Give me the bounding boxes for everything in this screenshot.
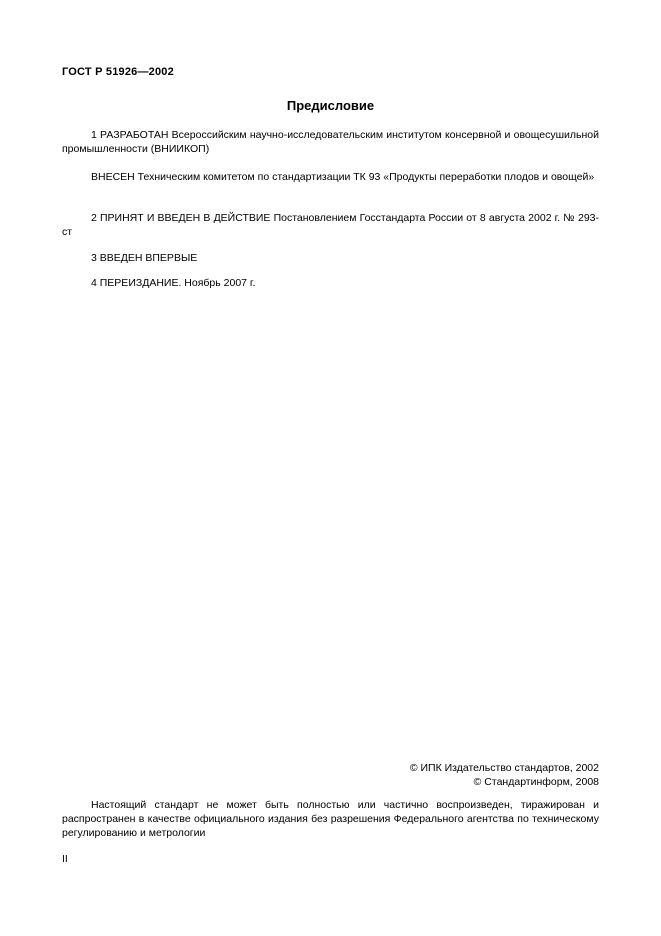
page-number: II [62, 853, 68, 865]
copyright-block [300, 761, 599, 789]
page-title: Предисловие [286, 98, 375, 113]
reproduction-notice: Настоящий стандарт не может быть полностью или частично воспроизведен, тиражирован и распространен в качестве официального издания без разрешения Федерального агентства по техническому регулированию и метрологии [62, 799, 599, 839]
foreword-item-first-introduced: 3 ВВЕДЕН ВПЕРВЫЕ [91, 252, 198, 264]
copyright-line-publisher: © ИПК Издательство стандартов, 2002 [409, 762, 599, 774]
foreword-item-developed: 1 РАЗРАБОТАН Всероссийским научно-исследовательским институтом консервной и овощесушильной промышленности (ВНИИКОП) [62, 129, 599, 155]
foreword-item-adopted: 2 ПРИНЯТ И ВВЕДЕН В ДЕЙСТВИЕ Постановлением Госстандарта России от 8 августа 2002 г. № 293-ст [62, 212, 599, 238]
standard-code: ГОСТ Р 51926—2002 [62, 66, 174, 78]
foreword-item-introduced: ВНЕСЕН Техническим комитетом по стандартизации ТК 93 «Продукты переработки плодов и овощей» [91, 171, 595, 183]
copyright-line-standartinform: © Стандартинформ, 2008 [473, 776, 599, 788]
foreword-item-reissue: 4 ПЕРЕИЗДАНИЕ. Ноябрь 2007 г. [91, 277, 256, 289]
